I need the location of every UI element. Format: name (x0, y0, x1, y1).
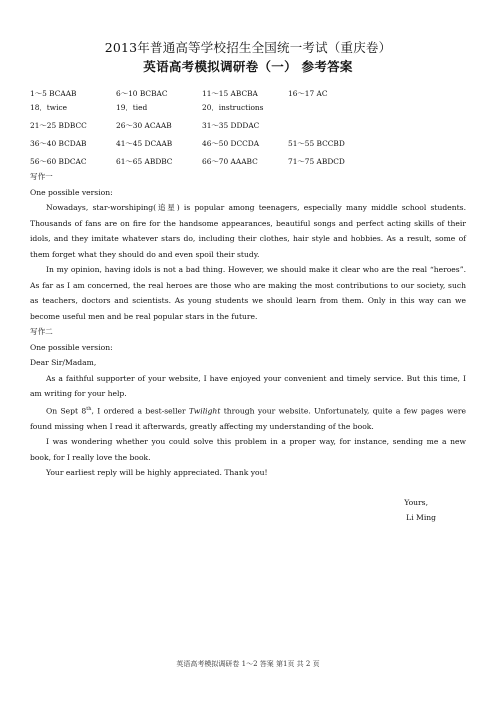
document-title: 2013年普通高等学校招生全国统一考试（重庆卷） (104, 40, 392, 55)
answer-cell: 46～50 DCCDA (202, 139, 260, 148)
answer-cell: 19．tied (116, 103, 148, 112)
superscript: th (86, 405, 92, 412)
version-label: One possible version: (30, 187, 113, 197)
answer-cell: 51～55 BCCBD (288, 139, 345, 148)
version-label: One possible version: (30, 342, 113, 352)
essay-paragraph: In my opinion, having idols is not a bad thing. However, we should make it clear who are the real “heroes”. As far as I am concerned, the real heroes are those who are making the most contributions to our society, such as teachers, doctors and scientists. As young students we should learn from them. Only in this way can we become useful men and be real popular stars in the future. (30, 265, 466, 321)
essay-paragraph: Nowadays, star-worshiping(追星) is popular among teenagers, especially many middle school students. Thousands of fans are on fire for the handsome appearances, beautiful songs and perfect acting skills of their idols, and they imitate whatever stars do, including their clothes, hair style and hobbies. As a result, some of them forget what they should do and even spoil their study. (30, 203, 466, 259)
letter-paragraph: I was wondering whether you could solve this problem in a proper way, for instance, sending me a new book, for I really love the book. (30, 437, 466, 462)
section-heading-writing-1: 写作一 (30, 172, 53, 181)
answer-row (30, 102, 470, 114)
letter-paragraph: Your earliest reply will be highly appreciated. Thank you! (46, 468, 268, 478)
letter-signature: Li Ming (406, 513, 436, 523)
section-heading-writing-2: 写作二 (30, 327, 53, 336)
document-subtitle: 英语高考模拟调研卷（一） 参考答案 (143, 59, 353, 74)
answer-cell: 20．instructions (202, 103, 264, 112)
letter-greeting: Dear Sir/Madam, (30, 358, 97, 367)
spacer (30, 481, 466, 495)
answer-cell: 31～35 DDDAC (202, 121, 260, 130)
answer-cell: 26～30 ACAAB (116, 121, 172, 130)
text-fragment: On Sept 8 (46, 406, 87, 416)
answer-cell: 1～5 BCAAB (30, 89, 77, 98)
answer-cell: 36～40 BCDAB (30, 139, 87, 148)
answer-row (30, 138, 470, 152)
answer-row (30, 120, 470, 134)
answer-cell: 41～45 DCAAB (116, 139, 173, 148)
writing-section (30, 169, 466, 526)
answer-row (30, 88, 470, 102)
page-footer: 英语高考模拟调研卷 1～2 答案 第1页 共 2 页 (176, 660, 320, 668)
text-fragment: through your website. Unfortunately, quite a few pages were found missing when I read it afterwards, greatly affecting my understanding of the book. (30, 406, 466, 431)
answer-cell: 18．twice (30, 103, 67, 112)
answer-cell: 66～70 AAABC (202, 157, 258, 166)
answer-cell: 71～75 ABDCD (288, 157, 345, 166)
book-title: Twilight (188, 406, 221, 416)
answer-key (30, 88, 470, 170)
text-fragment: , I ordered a best-seller (91, 406, 189, 416)
answer-cell: 16～17 AC (288, 89, 328, 98)
answer-cell: 21～25 BDBCC (30, 121, 87, 130)
answer-row (30, 156, 470, 170)
answer-cell: 61～65 ABDBC (116, 157, 173, 166)
letter-paragraph: As a faithful supporter of your website, I have enjoyed your convenient and timely service. But this time, I am writing for your help. (30, 373, 466, 398)
letter-paragraph (30, 402, 466, 435)
letter-closing: Yours, (404, 497, 428, 507)
answer-cell: 11～15 ABCBA (202, 89, 258, 98)
answer-cell: 6～10 BCBAC (116, 89, 168, 98)
answer-cell: 56～60 BDCAC (30, 157, 87, 166)
